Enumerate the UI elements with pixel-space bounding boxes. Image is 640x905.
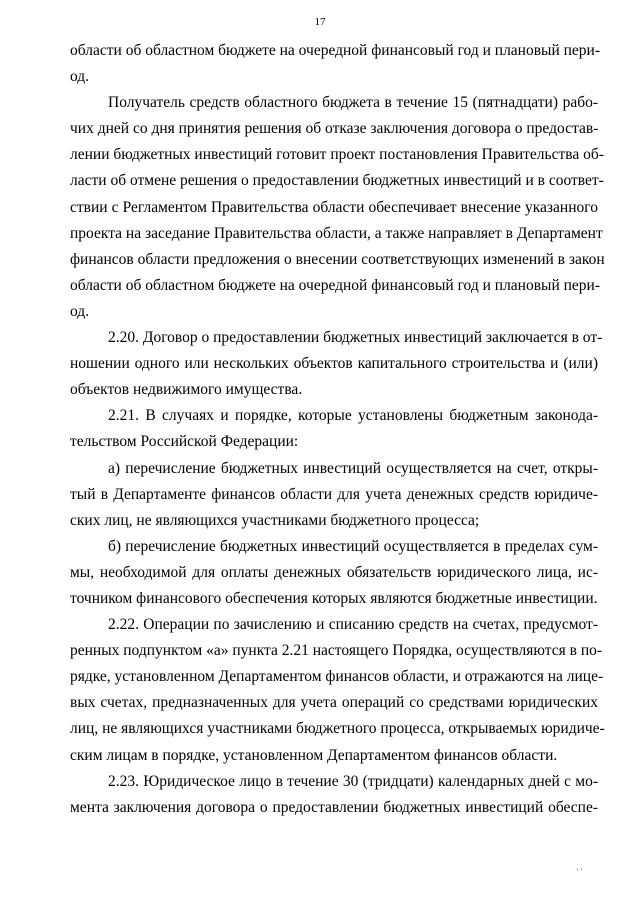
text-line: рядке, установленном Департаментом финансов области, и отражаются на лице- bbox=[70, 668, 604, 686]
text-line: Получатель средств областного бюджета в течение 15 (пятнадцати) рабо- bbox=[108, 94, 598, 112]
text-line: ствии с Регламентом Правительства области обеспечивает внесение указанного bbox=[70, 198, 598, 216]
text-line: тельством Российской Федерации: bbox=[70, 433, 299, 451]
text-line: лиц, не являющихся участниками бюджетного процесса, открываемых юридиче- bbox=[70, 720, 605, 738]
text-line: 2.21. В случаях и порядке, которые установлены бюджетным законода- bbox=[108, 407, 598, 425]
text-line: области об областном бюджете на очередной финансовый год и плановый пери- bbox=[70, 276, 601, 294]
text-line: ским лицам в порядке, установленном Департаментом финансов области. bbox=[70, 746, 558, 764]
body-text bbox=[70, 38, 605, 821]
text-line: области об областном бюджете на очередной финансовый год и плановый пери- bbox=[70, 42, 601, 59]
text-line: объектов недвижимого имущества. bbox=[70, 381, 303, 399]
text-line: од. bbox=[70, 68, 90, 86]
text-line: б) перечисление бюджетных инвестиций осуществляется в пределах сум- bbox=[108, 537, 598, 555]
text-line: ласти об отмене решения о предоставлении бюджетных инвестиций и в соответ- bbox=[70, 172, 604, 190]
text-line: од. bbox=[70, 302, 90, 320]
text-line: 2.23. Юридическое лицо в течение 30 (тридцати) календарных дней с мо- bbox=[108, 772, 598, 790]
text-line: 2.22. Операции по зачислению и списанию средств на счетах, предусмот- bbox=[108, 616, 598, 634]
scan-mark: ' ' bbox=[576, 867, 582, 877]
text-line: вых счетах, предназначенных для учета операций со средствами юридических bbox=[70, 694, 598, 712]
text-line: лении бюджетных инвестиций готовит проект постановления Правительства об- bbox=[70, 146, 604, 164]
text-line: мы, необходимой для оплаты денежных обязательств юридического лица, ис- bbox=[70, 563, 598, 581]
text-line: финансов области предложения о внесении соответствующих изменений в закон bbox=[70, 250, 605, 268]
text-line: чих дней со дня принятия решения об отказе заключения договора о предостав- bbox=[70, 120, 599, 138]
text-line: мента заключения договора о предоставлении бюджетных инвестиций обеспе- bbox=[70, 798, 598, 816]
text-line: проекта на заседание Правительства области, а также направляет в Департамент bbox=[70, 224, 603, 242]
text-line: 2.20. Договор о предоставлении бюджетных инвестиций заключается в от- bbox=[108, 329, 603, 347]
text-line: ношении одного или нескольких объектов капитального строительства и (или) bbox=[70, 355, 598, 373]
page-number: 17 bbox=[314, 16, 326, 28]
text-line: ских лиц, не являющихся участниками бюджетного процесса; bbox=[70, 511, 480, 529]
text-line: ренных подпунктом «а» пункта 2.21 настоящего Порядка, осуществляются в по- bbox=[70, 642, 603, 660]
text-line: а) перечисление бюджетных инвестиций осуществляется на счет, откры- bbox=[108, 459, 598, 477]
text-line: точником финансового обеспечения которых являются бюджетные инвестиции. bbox=[70, 589, 598, 607]
text-line: тый в Департаменте финансов области для учета денежных средств юридиче- bbox=[70, 485, 598, 503]
